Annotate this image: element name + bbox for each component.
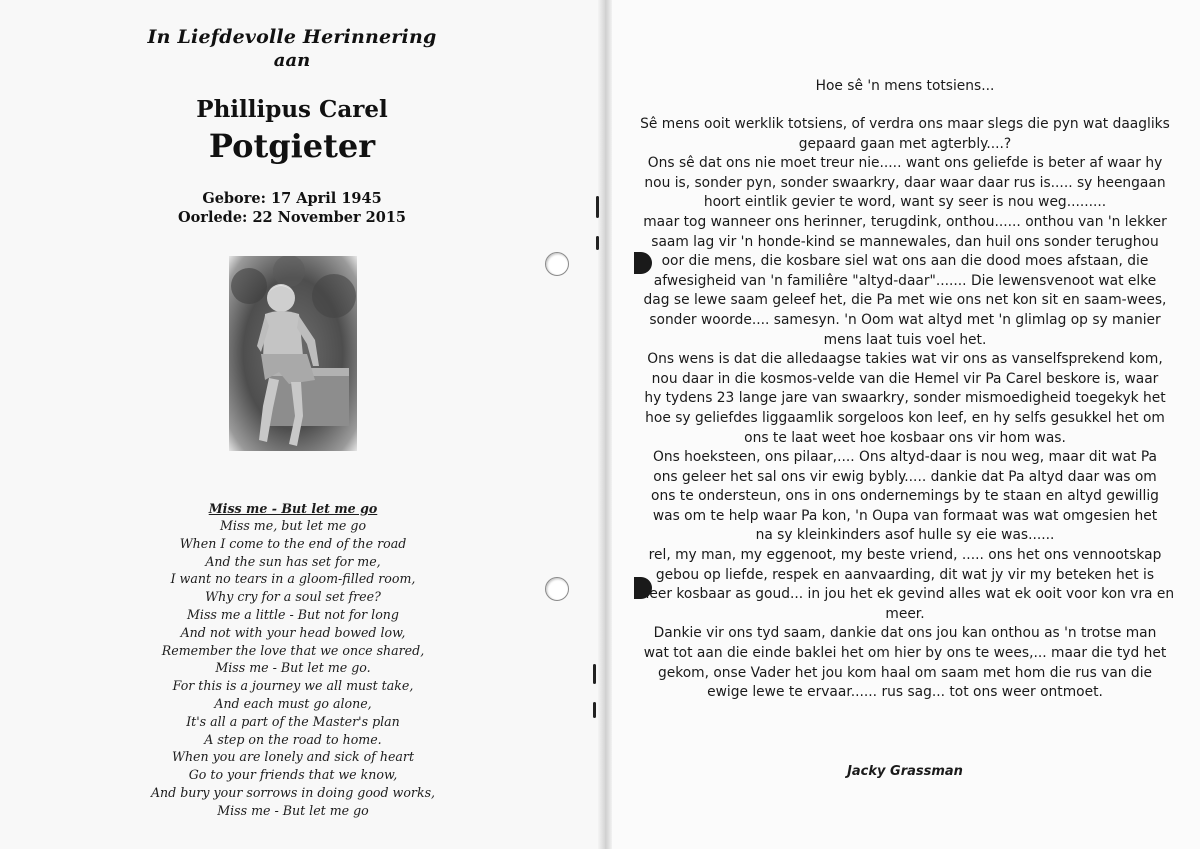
tribute-title: Hoe sê 'n mens totsiens... xyxy=(815,78,995,94)
tribute-line: ons te ondersteun, ons in ons ondernemings by te staan en altyd gewillig xyxy=(651,488,1159,505)
poem-line: When I come to the end of the road xyxy=(179,535,407,551)
tribute-line: hoort eintlik gevier te word, want sy seer is nou weg......... xyxy=(703,194,1107,211)
tribute-line: mens laat tuis voel het. xyxy=(823,331,987,348)
tribute-line: Sê mens ooit werklik totsiens, of verdra ons maar slegs die pyn wat daagliks xyxy=(640,116,1170,132)
boy-portrait-photo xyxy=(229,256,357,451)
poem-line: And not with your head bowed low, xyxy=(180,624,406,640)
birth-date: Gebore: 17 April 1945 xyxy=(202,190,382,207)
binder-hole-bottom xyxy=(545,577,569,601)
tribute-line: hy tydens 23 lange jare van swaarkry, sonder mismoedigheid toegekyk het xyxy=(644,390,1166,407)
poem-line: And the sun has set for me, xyxy=(205,553,381,569)
tribute-line: hoe sy geliefdes liggaamlik sorgeloos kon leef, en hy selfs gesukkel het om xyxy=(645,409,1165,426)
tribute-line: ewige lewe te ervaar...... rus sag... tot ons weer ontmoet. xyxy=(707,684,1103,701)
poem-line: A step on the road to home. xyxy=(204,731,382,747)
tribute-line: wat tot aan die einde baklei het om hier by ons te wees,... maar die tyd het xyxy=(643,645,1167,662)
tribute-text xyxy=(620,76,1190,703)
memorial-heading: In Liefdevolle Herinnering xyxy=(147,26,437,48)
tribute-line: na sy kleinkinders asof hulle sy eie was...... xyxy=(755,527,1055,544)
tribute-line: rel, my man, my eggenoot, my beste vriend, ..... ons het ons vennootskap xyxy=(648,547,1162,564)
tribute-line: dag se lewe saam geleef het, die Pa met wie ons net kon sit en saam-wees, xyxy=(643,292,1167,309)
tribute-line: nou daar in die kosmos-velde van die Hemel vir Pa Carel beskore is, waar xyxy=(651,370,1159,387)
center-fold xyxy=(598,0,612,849)
tribute-line: meer kosbaar as goud... in jou het ek gevind alles wat ek ooit voor kon vra en xyxy=(635,586,1175,603)
poem-line: It's all a part of the Master's plan xyxy=(186,713,400,729)
staple-mark xyxy=(593,702,596,718)
poem-line: Miss me a little - But not for long xyxy=(187,606,399,622)
tribute-line: gekom, onse Vader het jou kom haal om saam met hom die rus van die xyxy=(657,664,1153,681)
first-names: Phillipus Carel xyxy=(196,96,388,123)
poem-line: Miss me, but let me go xyxy=(219,518,367,533)
memorial-heading-aan: aan xyxy=(273,50,311,71)
tribute-line: afwesigheid van 'n familiêre "altyd-daar"....... Die lewensvenoot wat elke xyxy=(653,272,1157,289)
poem-line: When you are lonely and sick of heart xyxy=(172,749,414,765)
death-date: Oorlede: 22 November 2015 xyxy=(178,209,406,226)
poem-line: For this is a journey we all must take, xyxy=(172,678,414,694)
staple-mark xyxy=(593,664,596,684)
poem-line: And each must go alone, xyxy=(214,695,372,711)
poem-line: Remember the love that we once shared, xyxy=(161,642,425,658)
tribute-line: ons geleer het sal ons vir ewig bybly..... dankie dat Pa altyd daar was om xyxy=(653,468,1157,485)
poem-line: And bury your sorrows in doing good works, xyxy=(150,784,436,800)
tribute-line: meer. xyxy=(885,605,925,622)
staple-mark xyxy=(596,236,599,250)
binder-hole-top xyxy=(545,252,569,276)
poem-line: Go to your friends that we know, xyxy=(188,767,398,783)
tribute-line: Ons sê dat ons nie moet treur nie..... want ons geliefde is beter af waar hy xyxy=(647,155,1163,172)
staple-mark xyxy=(596,196,599,218)
signature: Jacky Grassman xyxy=(847,764,963,779)
tribute-line: ons te laat weet hoe kosbaar ons vir hom was. xyxy=(744,429,1066,446)
tribute-line: oor die mens, die kosbare siel wat ons aan die dood moes afstaan, die xyxy=(661,253,1149,270)
poem-line: I want no tears in a gloom-filled room, xyxy=(170,571,416,587)
tribute-line: maar tog wanneer ons herinner, terugdink, onthou...... onthou van 'n lekker xyxy=(643,213,1167,230)
poem-line: Why cry for a soul set free? xyxy=(205,589,381,605)
poem-title: Miss me - But let me go xyxy=(208,501,378,516)
spacer xyxy=(620,96,1190,115)
tribute-line: Ons hoeksteen, ons pilaar,.... Ons altyd-daar is nou weg, maar dit wat Pa xyxy=(652,449,1158,466)
poem-line: Miss me - But let me go xyxy=(217,802,369,818)
tribute-line: was om te help waar Pa kon, 'n Oupa van formaat was wat omgesien het xyxy=(652,507,1158,524)
poem-line: Miss me - But let me go. xyxy=(215,660,371,676)
boy-portrait-illustration xyxy=(229,256,357,451)
surname: Potgieter xyxy=(208,127,376,165)
tribute-line: Dankie vir ons tyd saam, dankie dat ons jou kan onthou as 'n trotse man xyxy=(653,625,1157,642)
tribute-line: sonder woorde.... samesyn. 'n Oom wat altyd met 'n glimlag op sy manier xyxy=(649,311,1161,328)
tribute-line: gebou op liefde, respek en aanvaarding, dit wat jy vir my beteken het is xyxy=(655,566,1155,583)
tribute-line: nou is, sonder pyn, sonder swaarkry, daar waar daar rus is..... sy heengaan xyxy=(644,174,1166,191)
tribute-line: gepaard gaan met agterbly....? xyxy=(798,135,1012,152)
tribute-line: Ons wens is dat die alledaagse takies wat vir ons as vanselfsprekend kom, xyxy=(647,351,1163,368)
tribute-line: saam lag vir 'n honde-kind se mannewales, dan huil ons sonder terughou xyxy=(651,233,1159,250)
poem xyxy=(108,500,478,820)
